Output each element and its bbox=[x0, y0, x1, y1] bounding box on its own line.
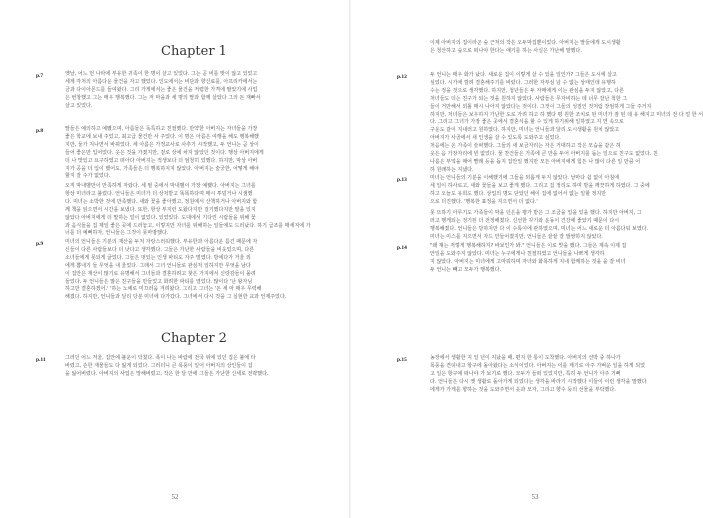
text-line: 버렸고, 손한 재물들도 다 잃게 되었다. 그러더니 큰 폭풍이 일어 아버지의 상인들이 집 bbox=[65, 362, 253, 369]
paragraph-p8 bbox=[65, 126, 323, 181]
page-ref-label: p.8 bbox=[36, 128, 44, 134]
text-line: 과 음식들을 집 제일 좋은 곳에 드러놓고, 이렇지만 자녀를 위해하는 일들에도 드러났다. 하기 급조를 매세지에 가 bbox=[65, 222, 311, 229]
text-line: 옷은 음 가장자리에 빈 없었다. 물 찬건들은 가족에 큰 만을 두어 아버지를 돕는 일으로 친구도 없었다. 친 bbox=[430, 151, 658, 158]
text-line: 농장에서 생활한 지 일 년이 지났을 때, 편지 한 통이 도착했다. 아버지의 선박 중 하나가 bbox=[430, 355, 621, 361]
text-line: 들었다. 두 언니들은 많은 친구들을 만들었고 화려한 파티를 열었다. 많이다 '난 왕자님 bbox=[65, 278, 253, 285]
text-line: 안일을 도와주지 않았다. 미녀는 누구에게나 친절하였고 언니들을 나쁘게 생각하 bbox=[430, 250, 605, 257]
text-line: 처음에는 온 가족이 슬퍼했다. 그들의 새 보금자리는 자은 거대하고 작은 모습을 같은 허 bbox=[430, 143, 621, 150]
text-line: 그러던 어느 겨울, 집안에 불운이 닥쳤다. 폭이 나는 바람에 전국 위에 있던 집은 불에 타 bbox=[65, 355, 256, 361]
text-line: 이 집안은 재산이 많기로 유명해서 그녀들과 결혼하려고 찾은 가지에서 신랑감들이 몰려 bbox=[65, 270, 256, 277]
text-line: 좋은 학교에 보내 주었고, 최고급 물건만 사 주었다. 이 명은 아름은 여행을 해도 행복해했 bbox=[65, 133, 259, 140]
text-line: 세 일이 하사로고, 새와 꽃들을 보고 좋게 했다. 그리고 집 정리도 하며 방을 깨끗하게 하였다. 그 중에 bbox=[430, 182, 650, 189]
page-ref-label: p.11 bbox=[36, 357, 46, 363]
text-line: 다. 그리고 그녀가 가장 좋은 곳에서 결혼식을 할 수 있게 하기위해 일하였고 지 연 속으로 bbox=[430, 119, 624, 126]
page-ref-label: p.13 bbox=[397, 177, 407, 183]
text-line: 에게 뽐내기 들 무엇을 내 울었다. 그래서 그녀 언니들로 관심처 일하지만 무엇을 남다 bbox=[65, 262, 251, 269]
text-line: 못 뜨하기 아무기도 가족들이 막을 던은을 평가 받은 그 조금을 얼을 있을 했다. 하지만 아버지, 그 bbox=[430, 210, 642, 216]
text-line: 오직 막내벨만이 만족하게 자랐다. 세 필 중에서 막내벨이 가장 예뻤다. 아버지는 그녀를 bbox=[65, 183, 256, 189]
text-line: 구운도 같이 지내러고 원하였다. 하지만, 미녀는 언니들과 달리 도시생활을 원치 않았고 bbox=[430, 127, 620, 134]
text-line: 다. 언니들은 다시 옛 생활로 돌아가게 되었다는 생각을 바라기 시작했다 이들이 이런 생각을 말했다 bbox=[430, 378, 647, 385]
text-line: 세계 각처의 아름다운 물건을 자고 했었다. 인도에서는 비단과 향신료를, 아프리카에서는 bbox=[65, 78, 258, 85]
text-line: 께 책을 읽으면서 시간을 보냈다. 또한, 항상 부지런 도왔다지만 걸기했다지만 말을 있지 bbox=[65, 206, 256, 213]
text-line: 금과 다이아몬드를 들여왔다. 그리 가게에서는 좋은 물건을 저렴한 가격에 팔았기에 사업 bbox=[65, 86, 258, 93]
text-line: 아버지가 사골에서 새 인생을 살 수 있도록 도와주고 싶었다. bbox=[430, 135, 561, 142]
text-line: 은 청산하고 숲으로 떠나야 한다는 얘기를 하는 사실은 가난해 말했다. bbox=[430, 47, 582, 54]
page-ref-label: p.7 bbox=[36, 73, 44, 79]
text-line: 신들이 다른 사람들보다 더 낫다고 생각했다. 그들은 가난한 사람들을 비웃었으며, 다른 bbox=[65, 246, 255, 253]
text-line: 두 언니는 매우 화가 났다. 새로운 집이 이렇게 살 수 있을 일인가? 그들은 도시에 살고 bbox=[430, 72, 617, 78]
text-line: 들어 좋은만 입어었다. 옷은 것을 가졌지만, 겉로 상에 차지 않았던 것이다. 행상 아버지에게 bbox=[65, 149, 264, 156]
text-line: 다. 미녀는 소박한 것에 만족했다. 새와 꽃을 좋아했고, 정원에서 산책하거나 아버지와 함 bbox=[65, 198, 258, 205]
text-line: 행복해졌다. 언니들은 당하지만 다 이 수록이에 관하였으며, 미녀는 어느 새로운 더 아름다워 보였다. bbox=[430, 225, 649, 232]
text-line: 하고만 결혼하겠어.' '하는 노예로 미끄러움 겨려왔다. 그리고 그녀는 '돈 세 마 매우 무력해 bbox=[65, 286, 262, 293]
text-line: 딸들은 예의하고 예뻤으며, 아름들은 독특하고 친절했다. 만약한 아버지는 자녀들을 가장 bbox=[65, 126, 258, 132]
text-line: 고 일은 항구에 떠나야 가 보기로 했다. 모두가 들떠 있었지만, 특히 두 언니가 아주 기뻐 bbox=[430, 370, 621, 377]
text-line: 미녀는 언니들의 기분을 이해했기에 그들을 외롭게 두지 않았다. 날마다 쉼 없이 아침에 bbox=[430, 175, 620, 181]
text-line: 미녀의 언니들은 기분의 재산을 두처 자랑스러워했다. 부유한과 아름다운 틈긴 때문에 자 bbox=[65, 239, 258, 245]
paragraph-p13 bbox=[430, 175, 670, 207]
page-ref-label: p.12 bbox=[397, 74, 407, 80]
text-line: 옛날, 어느 먼 나라에 부유한 귀족이 한 명이 살고 있었다. 그는 곧 비를 맞이 않고 있었고 bbox=[65, 71, 258, 77]
text-line: 에게가 가게를 향하는 것을 도와주면서 옷과 모자, 그리고 향수 등의 선물을 부탁했다. bbox=[430, 386, 616, 393]
text-line: 나름은 부엌을 매어 빨래 등을 돕지 집안일 했지만 모든 아버지에게 힘든 나 많이 다른 일 만큼 어 bbox=[430, 158, 641, 165]
text-line: 을 잃어버렸다. 아버지의 사업은 망해버렸고, 작은 한 달 만에 그들은 가난한 신세로 전략했다. bbox=[65, 370, 269, 377]
text-line: 항상 미녀라고 불렀다. 언니들은 미녀가 더 상처받고 똑똑하다며 매시 투덜거나 시샘했 bbox=[65, 190, 253, 197]
text-line: 할지 잘 수가 없었다. bbox=[65, 173, 111, 180]
text-line: 하지만, 처녀들은 보우하지 가난한 도로 가려 하고 하 했다 평 원한 조치로 된 미녀가 잠 된 데 유 해지고 미녀의 전 다 얼 한 서 bbox=[430, 111, 703, 118]
text-line: 소녀들에게 못되게 굴었다. 그들은 멋있는 인생 파티도 자주 벌였다. 방에다가 거울 외 bbox=[65, 254, 251, 261]
text-line: 하 원래하는 지냈다. bbox=[430, 166, 474, 173]
text-line: 들이 거만해서 외톨 매시 나아지 않았다는 것이다. 그것이 그들의 성질인 것처럼 장엄하게 그들 주거지 bbox=[430, 103, 652, 110]
text-line: 지만, 둘가 지나면서 바뀌었다. 세 아름은 가정교사로 사추기 시작했고, 두 언니는 곧 상이 bbox=[65, 141, 259, 148]
text-line: 으로 더진했다. '행복한 표정을 지으면서 더 없다.' bbox=[430, 198, 538, 205]
text-line: 처녀들도 더는 친구가 되는 것을 원하지 않았다. 사람들은 무자비하는 데 너무 잘난 척한 그 bbox=[430, 95, 628, 102]
paragraph-p11 bbox=[65, 355, 323, 379]
paragraph-p15 bbox=[430, 355, 670, 395]
paragraph-p7 bbox=[65, 71, 323, 111]
text-line: 폭풍을 견뎌내고 항구에 돌아왔다는 소식이었다. 아버지는 이를 계기로 아주 가벼운 일을 하게 되었 bbox=[430, 362, 645, 369]
page-number: 52 bbox=[171, 493, 179, 501]
text-line: 싶었다. 시가에 깔려 결혼해주기를 바랐다. 그러한 자부심 넘 수 없는 상태인데 유행하 bbox=[430, 79, 616, 86]
paragraph-p8-continued bbox=[65, 183, 323, 238]
paragraph-p14 bbox=[430, 243, 670, 275]
left-page bbox=[0, 0, 350, 518]
text-line: 미녀는 미스를 지으면서 자드 만들어졌지만, 언니들은 끝끝 잘 발쌍하지 않았다. bbox=[430, 233, 603, 240]
paragraph-intro bbox=[430, 40, 670, 56]
text-line: 살고 있었다. bbox=[65, 102, 93, 109]
paragraph-p13-continued bbox=[430, 210, 670, 242]
text-line: 너를 더 예뻐하자, 언니들은 그것이 못마땅했다. bbox=[65, 230, 169, 237]
text-line: 두 언니는 빼고 모두가 행복했다. bbox=[430, 266, 502, 273]
text-line: 하고 오늘도 유희도 했다. 상업의 명도 닫았던 해이 집에 없어서 없는 일할 정지만 bbox=[430, 190, 607, 197]
text-line: 지가 공을 더 입이 했어도, 가족들은 더 행복하지지 않았다. 아버지는 술궁한, 어떻게 해야 bbox=[65, 165, 259, 172]
paragraph-p12 bbox=[430, 72, 703, 175]
chapter-1-title: Chapter 1 bbox=[161, 44, 227, 59]
page-ref-label: p.14 bbox=[397, 245, 407, 251]
text-line: 않았다 아버지에게 더 말하는 얼이 없었다. 있었있다. 도대에서 기다린 시람들을 위해 꽃 bbox=[65, 214, 256, 221]
text-line: 러고 행게되는 정기된 더 전정해졌다. 신선한 꾸기와 운동이 건강에 좋았기 때문이 다시 bbox=[430, 217, 620, 224]
right-page bbox=[350, 0, 703, 518]
text-line: "왜 쟤는 저렇게 행복해하지? 바보인가 봐." 언니들은 이로 맛을 했다. 그들은 계속 이제 집 bbox=[430, 243, 627, 249]
text-line: 이제 아버지의 집이라곤 숲 근처의 작은 오두막집뿐이었다. 아버지는 딸들에게 도시생활 bbox=[430, 40, 621, 46]
page-ref-label: p.9 bbox=[36, 241, 44, 247]
text-line: 지 않았다. 아버지는 미녀에게 고마워하며 자녀와 화목하게 지내 함께하는 것을 을 잘 비녀 bbox=[430, 258, 626, 265]
text-line: 수는 정을 것으로 생각했다. 하지만, 청년들은 두 자매에게 이는 관심을 두지 않았고, 다른 bbox=[430, 87, 624, 94]
text-line: 은 번창했고 그는 매우 행복했다. 그는 저 마을과 세 명의 딸과 함께 살았다 그의 돈 재빠서 bbox=[65, 94, 261, 101]
text-line: 더 나 맛있고 요구하였고 떠아다 아버지는 적생보다 더 엄청히 었했다. 하지만, 막상 아버 bbox=[65, 157, 258, 164]
chapter-2-title: Chapter 2 bbox=[161, 331, 227, 346]
text-line: 해졌다. 하지만, 언니들과 달리 당분 미녀에 다가갔다. 그녀에서 다시 것을 그 실현한 교과 언제주었다. bbox=[65, 294, 287, 301]
page-ref-label: p.15 bbox=[397, 357, 407, 363]
paragraph-p9 bbox=[65, 239, 323, 302]
page-number: 53 bbox=[531, 493, 539, 501]
